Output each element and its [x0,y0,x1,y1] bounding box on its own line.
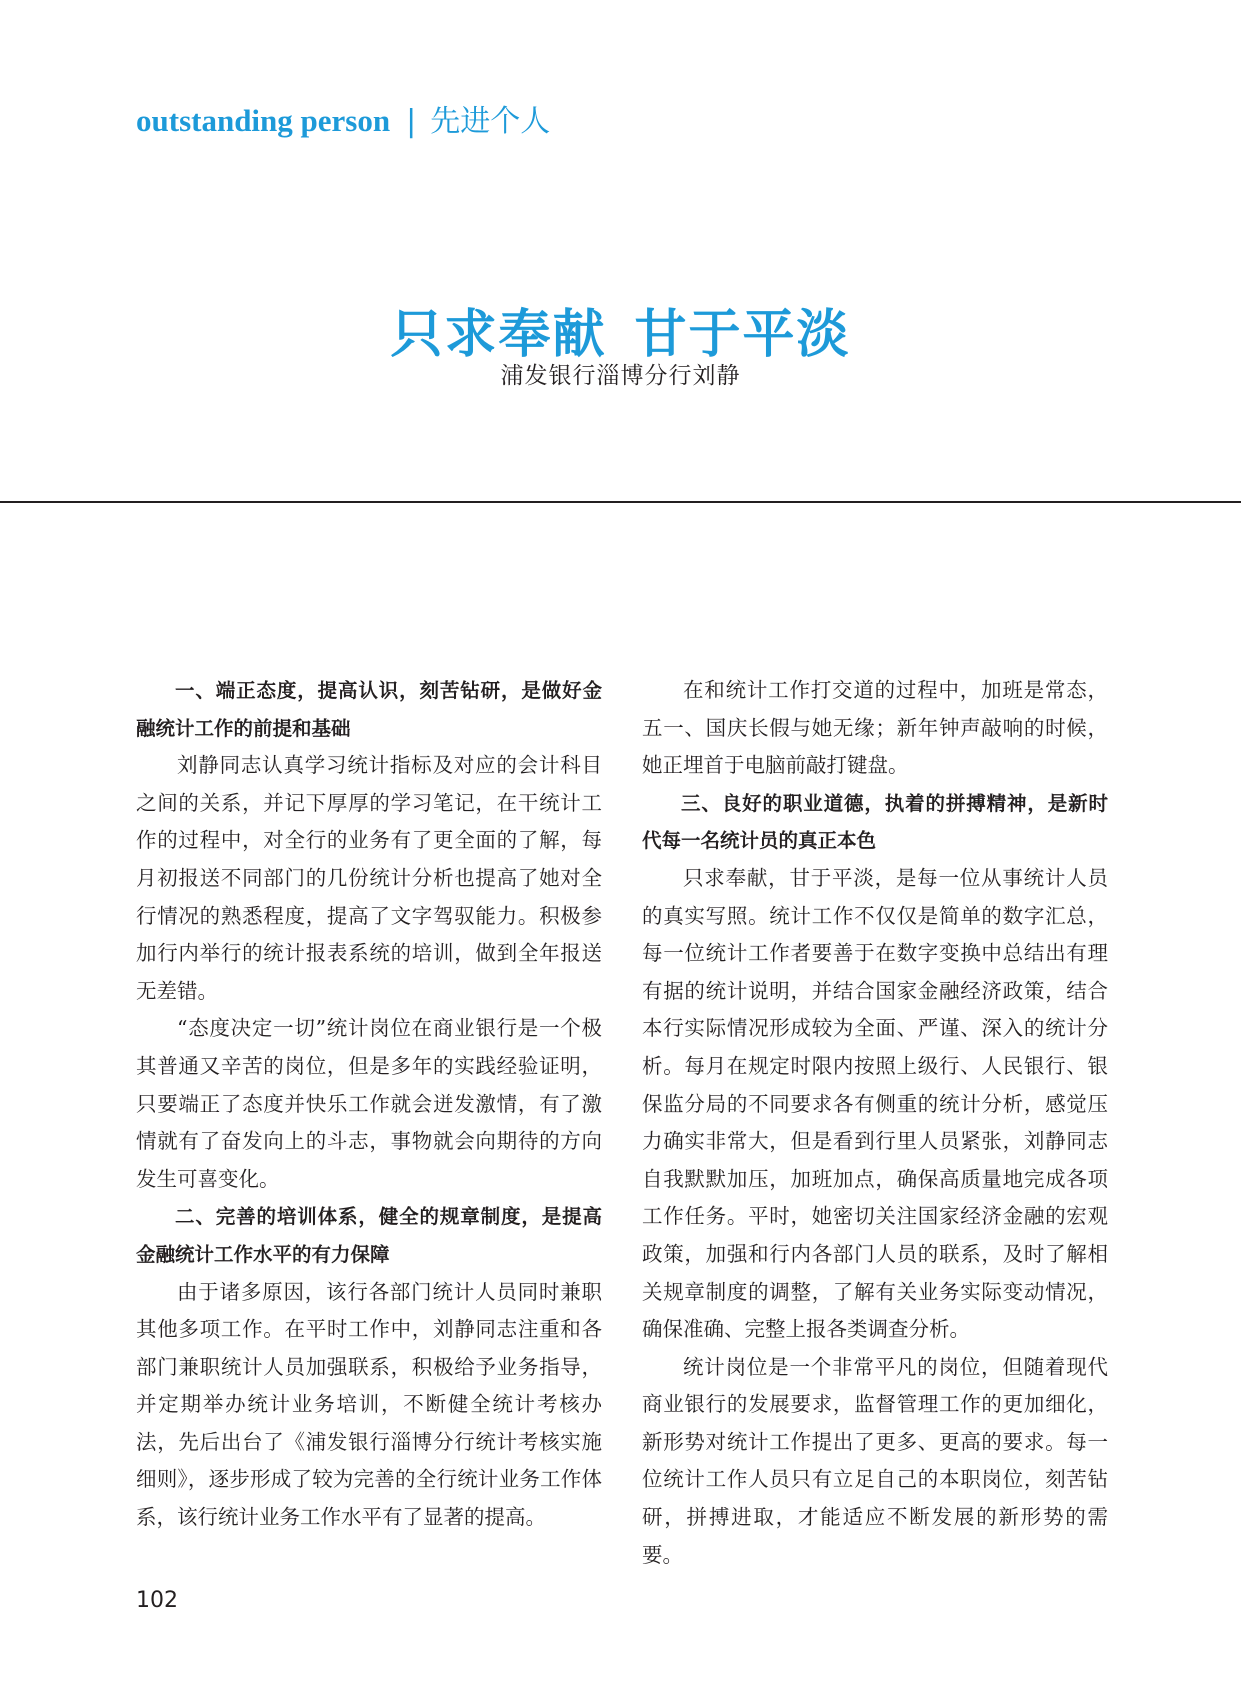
section-heading: 一、端正态度，提高认识，刻苦钻研，是做好金融统计工作的前提和基础 [136,679,602,740]
article-title-part1: 只求奉献 [390,305,607,365]
article-title [0,292,1241,367]
section-header-english: outstanding person [136,103,391,138]
body-paragraph: “态度决定一切”统计岗位在商业银行是一个极其普通又辛苦的岗位，但是多年的实践经验证明，只要端正了态度并快乐工作就会迸发激情，有了激情就有了奋发向上的斗志，事物就会向期待的方向发生可喜变化。 [136,1016,602,1191]
section-header-separator: | [406,104,417,139]
body-paragraph: 只求奉献，甘于平淡，是每一位从事统计人员的真实写照。统计工作不仅仅是简单的数字汇总，每一位统计工作者要善于在数字变换中总结出有理有据的统计说明，并结合国家金融经济政策，结合本行实际情况形成较为全面、严谨、深入的统计分析。每月在规定时限内按照上级行、人民银行、银保监分局的不同要求各有侧重的统计分析，感觉压力确实非常大，但是看到行里人员紧张，刘静同志自我默默加压，加班加点，确保高质量地完成各项工作任务。平时，她密切关注国家经济金融的宏观政策，加强和行内各部门人员的联系，及时了解相关规章制度的调整，了解有关业务实际变动情况，确保准确、完整上报各类调查分析。 [642,865,1108,1342]
body-paragraph: 刘静同志认真学习统计指标及对应的会计科目之间的关系，并记下厚厚的学习笔记，在干统计工作的过程中，对全行的业务有了更全面的了解，每月初报送不同部门的几份统计分析也提高了她对全行情况的熟悉程度，提高了文字驾驭能力。积极参加行内举行的统计报表系统的培训，做到全年报送无差错。 [136,753,602,1003]
body-paragraph: 在和统计工作打交道的过程中，加班是常态，五一、国庆长假与她无缘；新年钟声敲响的时候，她正埋首于电脑前敲打键盘。 [642,678,1108,778]
article-subtitle: 浦发银行淄博分行刘静 [500,363,741,389]
article-title-part2: 甘于平淡 [634,305,851,365]
left-column [136,672,602,1537]
section-header [136,96,550,140]
body-paragraph: 统计岗位是一个非常平凡的岗位，但随着现代商业银行的发展要求，监督管理工作的更加细化，新形势对统计工作提出了更多、更高的要求。每一位统计工作人员只有立足自己的本职岗位，刻苦钻研，拼搏进取，才能适应不断发展的新形势的需要。 [642,1354,1108,1567]
section-heading: 二、完善的培训体系，健全的规章制度，是提高金融统计工作水平的有力保障 [136,1205,602,1266]
page-number: 102 [136,1588,178,1613]
right-column [642,672,1108,1574]
divider-rule [0,501,1241,503]
section-header-chinese: 先进个人 [430,104,551,139]
body-paragraph: 由于诸多原因，该行各部门统计人员同时兼职其他多项工作。在平时工作中，刘静同志注重和各部门兼职统计人员加强联系，积极给予业务指导，并定期举办统计业务培训，不断健全统计考核办法，先后出台了《浦发银行淄博分行统计考核实施细则》，逐步形成了较为完善的全行统计业务工作体系，该行统计业务工作水平有了显著的提高。 [136,1279,602,1530]
section-heading: 三、良好的职业道德，执着的拼搏精神，是新时代每一名统计员的真正本色 [642,791,1108,853]
